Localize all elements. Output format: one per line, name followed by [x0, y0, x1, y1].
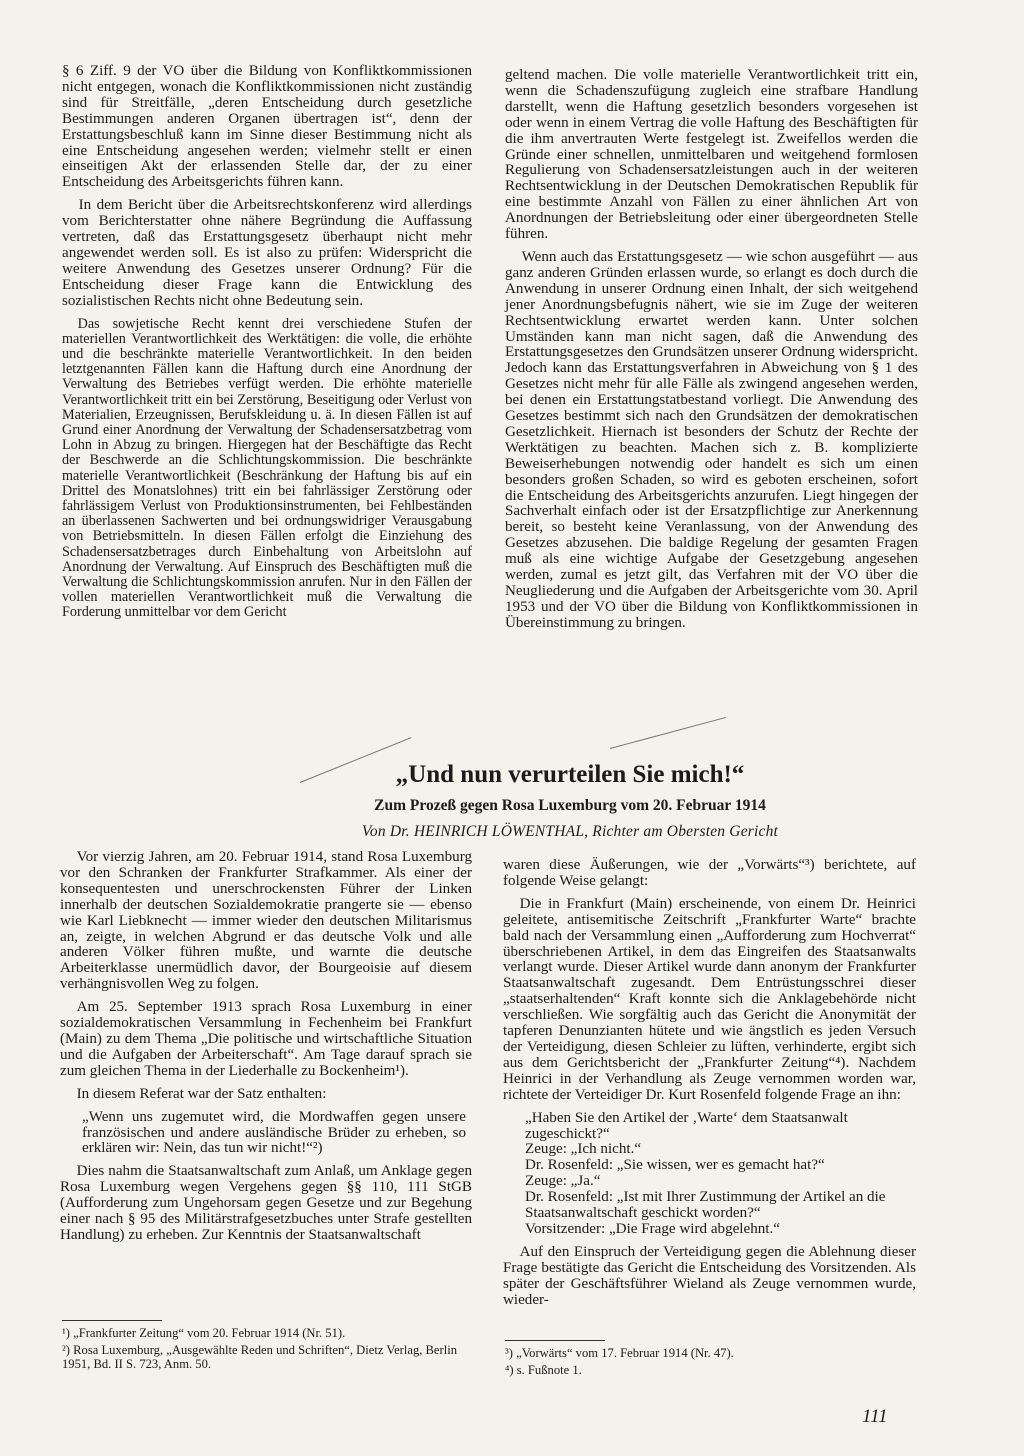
- footnote: ¹) „Frankfurter Zeitung“ vom 20. Februar 1914 (Nr. 51).: [62, 1326, 346, 1340]
- paragraph: Auf den Einspruch der Verteidigung gegen die Ablehnung dieser Frage bestätigte das Gericht die Entscheidung des Vorsitzenden. Als später der Geschäftsführer Wieland als Zeuge vernommen wurde, wieder-: [503, 1243, 916, 1308]
- paragraph: waren diese Äußerungen, wie der „Vorwärts“³) berichtete, auf folgende Weise gelangt:: [503, 857, 916, 889]
- paragraph: Vor vierzig Jahren, am 20. Februar 1914, stand Rosa Luxemburg vor den Schranken der Frankfurter Strafkammer. Als einer der konsequentesten und unerschrockensten Führer der Linken innerhalb der deutschen Sozialdemokratie prangerte sie — ebenso wie Karl Liebknecht — immer wieder den deutschen Militarismus an, zeigte, in welchen Abgrund er das deutsche Volk und alle anderen Völker führen mußte, und warnte die deutsche Arbeiterklasse unermüdlich davor, der Bourgeoisie auf diesem verhängnisvollen Weg zu folgen.: [60, 849, 472, 993]
- paragraph: In diesem Referat war der Satz enthalten:: [76, 1085, 327, 1102]
- dialog-line: Vorsitzender: „Die Frage wird abgelehnt.“: [525, 1220, 780, 1237]
- dialog-line: „Haben Sie den Artikel der ‚Warte‘ dem Staatsanwalt zugeschickt?“: [525, 1109, 848, 1142]
- court-dialog: [525, 1111, 910, 1238]
- article-byline: Von Dr. HEINRICH LÖWENTHAL, Richter am Obersten Gericht: [361, 823, 779, 840]
- article-heading: [230, 760, 910, 842]
- column-top-left: [62, 64, 472, 628]
- paragraph: Wenn auch das Erstattungsgesetz — wie schon ausgeführt — aus ganz anderen Gründen erlassen wurde, so erlangt es doch durch die Anwendung in unserer Ordnung einen Inhalt, der sich weitgehend jener Anordnungsbefugnis nähert, wie sie im Zuge der weiteren Rechtsentwicklung erwartet werden kann. Unter solchen Umständen kann man nicht sagen, daß die Anwendung des Erstattungsgesetzes den Grundsätzen unserer Ordnung widerspricht. Jedoch kann das Erstattungsverfahren in Abweichung von § 1 des Gesetzes nicht mehr für alle Fälle als zwingend angesehen werden, bei denen ein Erstattungstatbestand vorliegt. Die Anwendung des Gesetzes bestimmt sich nach den Grundsätzen der demokratischen Gesetzlichkeit. Hiernach ist besonders der Schutz der Rechte der Werktätigen zu beachten. Machen sich z. B. komplizierte Beweiserhebungen notwendig oder handelt es sich um einen besonders großen Schaden, so wird es geboten erscheinen, sofort die Entscheidung des Arbeitsgerichts anzurufen. Liegt hingegen der Sachverhalt einfach oder ist der Ersatzpflichtige zur Anerkennung bereit, so besteht keine Veranlassung, von der Anwendung des Gesetzes abzusehen. Die baldige Regelung der gesamten Fragen muß als eine wichtige Aufgabe der Gesetzgebung angesehen werden, zumal es jetzt gilt, das Verfahren mit der VO über die Neugliederung und die Aufgaben der Arbeitsgerichte vom 30. April 1953 und der VO über die Bildung von Konfliktkommissionen in Übereinstimmung zu bringen.: [505, 248, 918, 631]
- column-bottom-left: [60, 850, 472, 1251]
- dialog-line: Dr. Rosenfeld: „Ist mit Ihrer Zustimmung der Artikel an die Staatsanwaltschaft geschickt worden?“: [525, 1189, 886, 1222]
- paragraph: Das sowjetische Recht kennt drei verschiedene Stufen der materiellen Verantwortlichkeit des Werktätigen: die volle, die erhöhte und die beschränkte materielle Verantwortlichkeit. In den beiden letztgenannten Fällen kann die Haftung durch eine Anordnung der Verwaltung des Betriebes verfügt werden. Die erhöhte materielle Verantwortlichkeit tritt ein bei Zerstörung, Beseitigung oder Verlust von Materialien, Erzeugnissen, Berufskleidung u. ä. In diesen Fällen ist auf Grund einer Anordnung der Verwaltung der Schadensersatzbetrag vom Lohn in Abzug zu bringen. Hiergegen hat der Beschäftigte das Recht der Beschwerde an die Schlichtungskommission. Die beschränkte materielle Verantwortlichkeit (Beschränkung der Haftung bis auf ein Drittel des Monatslohnes) tritt ein bei fahrlässiger Zerstörung oder fahrlässigem Verlust von Produktionsinstrumenten, bei Fehlbeständen an überlassenen Sachwerten und bei ordnungswidriger Verausgabung von Betriebsmitteln. In diesen Fällen erfolgt die Einziehung des Schadensersatzbetrages durch Einbehaltung von Arbeitslohn auf Anordnung der Verwaltung. Auf Einspruch des Beschäftigten muß die Verwaltung die Schlichtungskommission anrufen. Nur in den Fällen der vollen materiellen Verantwortlichkeit muß die Verwaltung die Forderung unmittelbar vor dem Gericht: [62, 315, 472, 621]
- article-subtitle: Zum Prozeß gegen Rosa Luxemburg vom 20. Februar 1914: [374, 797, 766, 814]
- footnote: ²) Rosa Luxemburg, „Ausgewählte Reden und Schriften“, Dietz Verlag, Berlin 1951, Bd. II S. 723, Anm. 50.: [62, 1342, 458, 1372]
- footnote-divider: [62, 1320, 162, 1321]
- dialog-line: Zeuge: „Ich nicht.“: [525, 1141, 642, 1158]
- paragraph: Am 25. September 1913 sprach Rosa Luxemburg in einer sozialdemokratischen Versammlung in Fechenheim bei Frankfurt (Main) zu dem Thema „Die politische und wirtschaftliche Situation und die Aufgaben der Arbeiterschaft“. Am Tage darauf sprach sie zum gleichen Thema in der Liederhalle zu Bockenheim¹).: [60, 999, 472, 1079]
- footnote: ⁴) s. Fußnote 1.: [505, 1362, 582, 1377]
- paragraph: Dies nahm die Staatsanwaltschaft zum Anlaß, um Anklage gegen Rosa Luxemburg wegen Vergehens gegen §§ 110, 111 StGB (Aufforderung zum Ungehorsam gegen Gesetze und zur Begehung einer nach § 95 des Militärstrafgesetzbuches unter Strafe gestellten Handlung) zu erheben. Zur Kenntnis der Staatsanwaltschaft: [60, 1163, 472, 1243]
- footnotes-left: [62, 1326, 472, 1374]
- footnote: ³) „Vorwärts“ vom 17. Februar 1914 (Nr. 47).: [505, 1346, 734, 1360]
- paragraph: § 6 Ziff. 9 der VO über die Bildung von Konfliktkommissionen nicht entgegen, wonach die Konfliktkommissionen nicht zuständig sind für Streitfälle, „deren Entscheidung durch gesetzliche Bestimmungen anderen Organen übertragen ist“, denn der Erstattungsbeschluß kann im Sinne dieser Bestimmung nicht als eine Entscheidung angesehen werden; vielmehr stellt er einen einseitigen Akt der erlassenden Stelle dar, der zu einer Entscheidung des Arbeitsgerichts führen kann.: [62, 63, 472, 191]
- column-top-right: [505, 68, 918, 639]
- footnotes-right: [505, 1346, 915, 1379]
- footnote-divider: [505, 1340, 605, 1341]
- column-bottom-right: [503, 858, 916, 1315]
- paragraph: geltend machen. Die volle materielle Verantwortlichkeit tritt ein, wenn die Schadenszufügung zugleich eine strafbare Handlung darstellt, wenn die Haftung gesetzlich besonders vorgesehen ist oder wenn in einem Vertrag die volle Haftung des Beschäftigten für die ihm anvertrauten Werte festgelegt ist. Zweifellos werden die Gründe einer schnellen, unmittelbaren und weitgehend formlosen Regulierung von Schadensersatzleistungen auch in der weiteren Rechtsentwicklung in der Deutschen Demokratischen Republik für eine bestimmte Anzahl von Fällen zu einer ähnlichen Art von Anordnungen der Betriebsleitung oder einer übergeordneten Stelle führen.: [505, 67, 918, 243]
- dialog-line: Zeuge: „Ja.“: [525, 1173, 601, 1190]
- paragraph: Die in Frankfurt (Main) erscheinende, von einem Dr. Heinrici geleitete, antisemitische Zeitschrift „Frankfurter Warte“ brachte bald nach der Versammlung einen „Aufforderung zum Hochverrat“ überschriebenen Artikel, in dem das Eingreifen des Staatsanwalts verlangt wurde. Dieser Artikel wurde dann anonym der Frankfurter Staatsanwaltschaft zugesandt. Dem Entrüstungsschrei dieser „staatserhaltenden“ Kraft konnte sich die Anklagebehörde nicht verschließen. Wie sorgfältig auch das Gericht die Anonymität der tapferen Denunzianten hütete und wie ängstlich es jeden Versuch der Verteidigung, diesen Schleier zu lüften, verhinderte, ergibt sich aus dem Gerichtsbericht der „Frankfurter Zeitung“⁴). Nachdem Heinrici in der Verhandlung als Zeuge vernommen worden war, richtete der Verteidiger Dr. Kurt Rosenfeld folgende Frage an ihn:: [503, 895, 916, 1103]
- page-number: 111: [862, 1406, 888, 1427]
- article-title: „Und nun verurteilen Sie mich!“: [395, 761, 745, 788]
- block-quote: „Wenn uns zugemutet wird, die Mordwaffen gegen unsere französischen und andere ausländische Brüder zu erheben, so erklären wir: Nein, das tun wir nicht!“²): [82, 1108, 466, 1157]
- paragraph: In dem Bericht über die Arbeitsrechtskonferenz wird allerdings vom Berichterstatter ohne nähere Begründung die Auffassung vertreten, daß das Erstattungsgesetz überhaupt nicht mehr angewendet werden soll. Es ist also zu prüfen: Widerspricht die weitere Anwendung des Gesetzes unserer Ordnung? Für die Entscheidung dieser Frage kann die Entwicklung des sozialistischen Rechts nicht ohne Bedeutung sein.: [62, 197, 472, 309]
- dialog-line: Dr. Rosenfeld: „Sie wissen, wer es gemacht hat?“: [525, 1157, 825, 1174]
- pencil-mark: [610, 717, 726, 749]
